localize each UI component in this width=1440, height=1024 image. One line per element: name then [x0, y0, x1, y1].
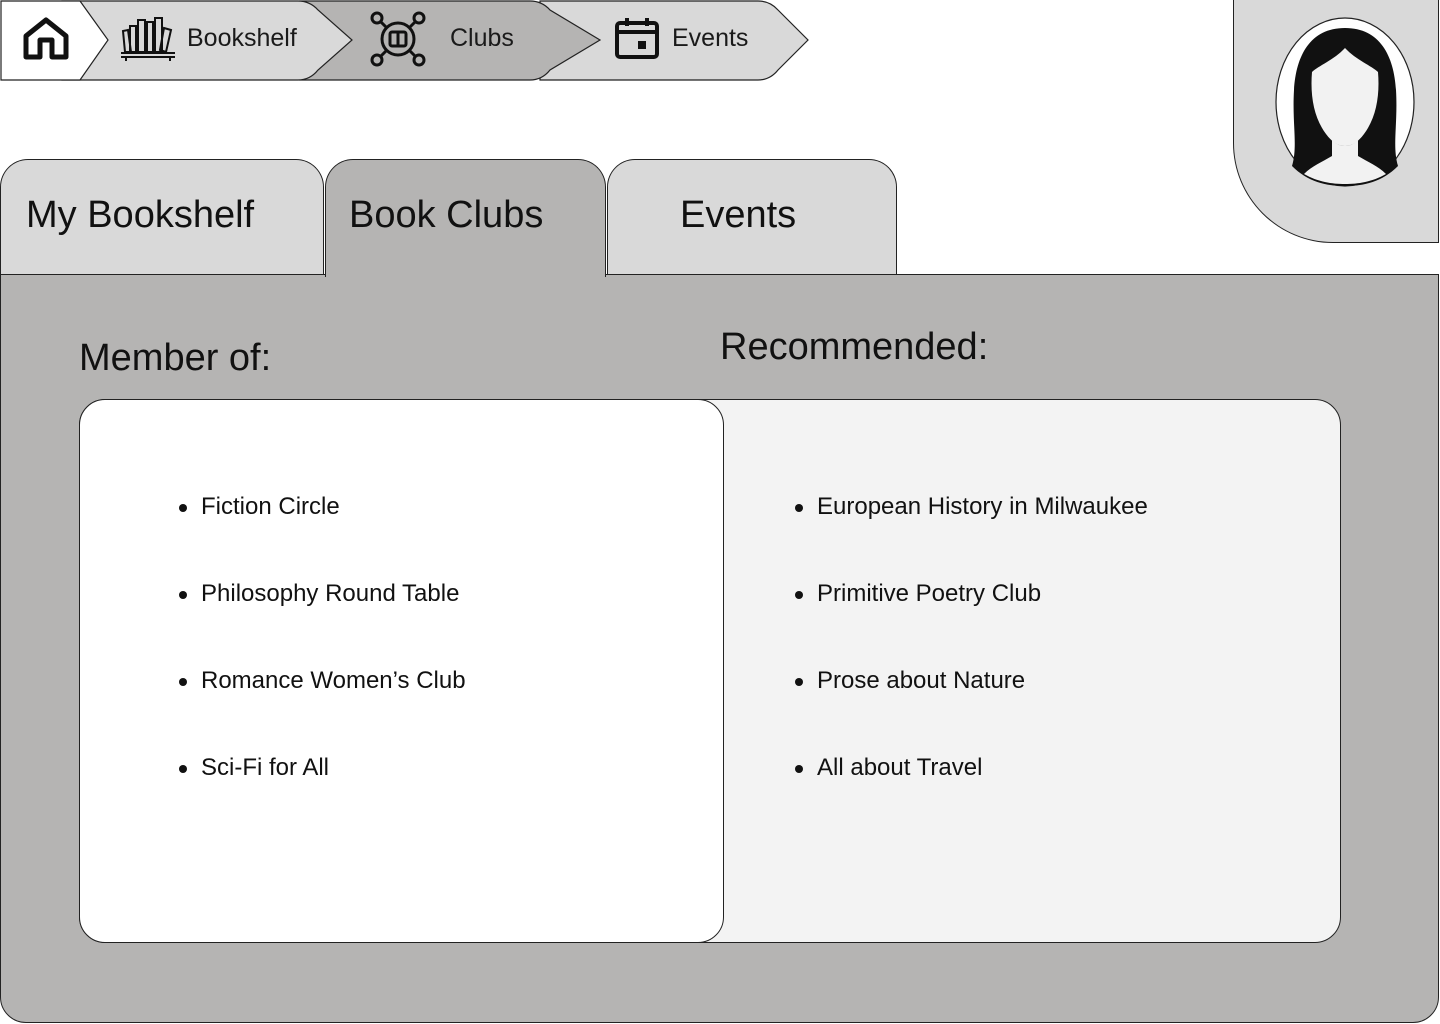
profile-avatar[interactable] [1233, 0, 1439, 243]
tab-label: My Bookshelf [26, 194, 255, 236]
member-club-item[interactable]: Fiction Circle [201, 492, 466, 579]
member-list-card [79, 399, 724, 943]
breadcrumb [0, 0, 820, 82]
tab-book-clubs[interactable] [325, 159, 606, 277]
calendar-icon [614, 16, 660, 65]
member-club-item[interactable]: Philosophy Round Table [201, 579, 466, 666]
recommended-club-item[interactable]: European History in Milwaukee [817, 492, 1148, 579]
member-list [201, 492, 466, 840]
breadcrumb-label-clubs: Clubs [450, 24, 514, 52]
recommended-club-item[interactable]: Primitive Poetry Club [817, 579, 1148, 666]
tab-label: Events [680, 194, 797, 236]
recommended-list [817, 492, 1148, 840]
recommended-club-item[interactable]: All about Travel [817, 753, 1148, 840]
breadcrumb-label-events: Events [672, 24, 749, 52]
avatar-icon [1274, 16, 1416, 188]
tab-events[interactable] [607, 159, 897, 275]
breadcrumb-label-bookshelf: Bookshelf [187, 24, 297, 52]
tab-label: Book Clubs [349, 194, 544, 236]
tab-my-bookshelf[interactable] [0, 159, 324, 275]
clubs-icon [370, 11, 426, 72]
member-club-item[interactable]: Sci-Fi for All [201, 753, 466, 840]
bookshelf-icon [120, 16, 176, 67]
book-clubs-panel [0, 274, 1439, 1023]
member-club-item[interactable]: Romance Women’s Club [201, 666, 466, 753]
recommended-club-item[interactable]: Prose about Nature [817, 666, 1148, 753]
member-title: Member of: [79, 337, 272, 379]
recommended-title: Recommended: [720, 326, 989, 368]
home-icon[interactable] [22, 16, 70, 65]
